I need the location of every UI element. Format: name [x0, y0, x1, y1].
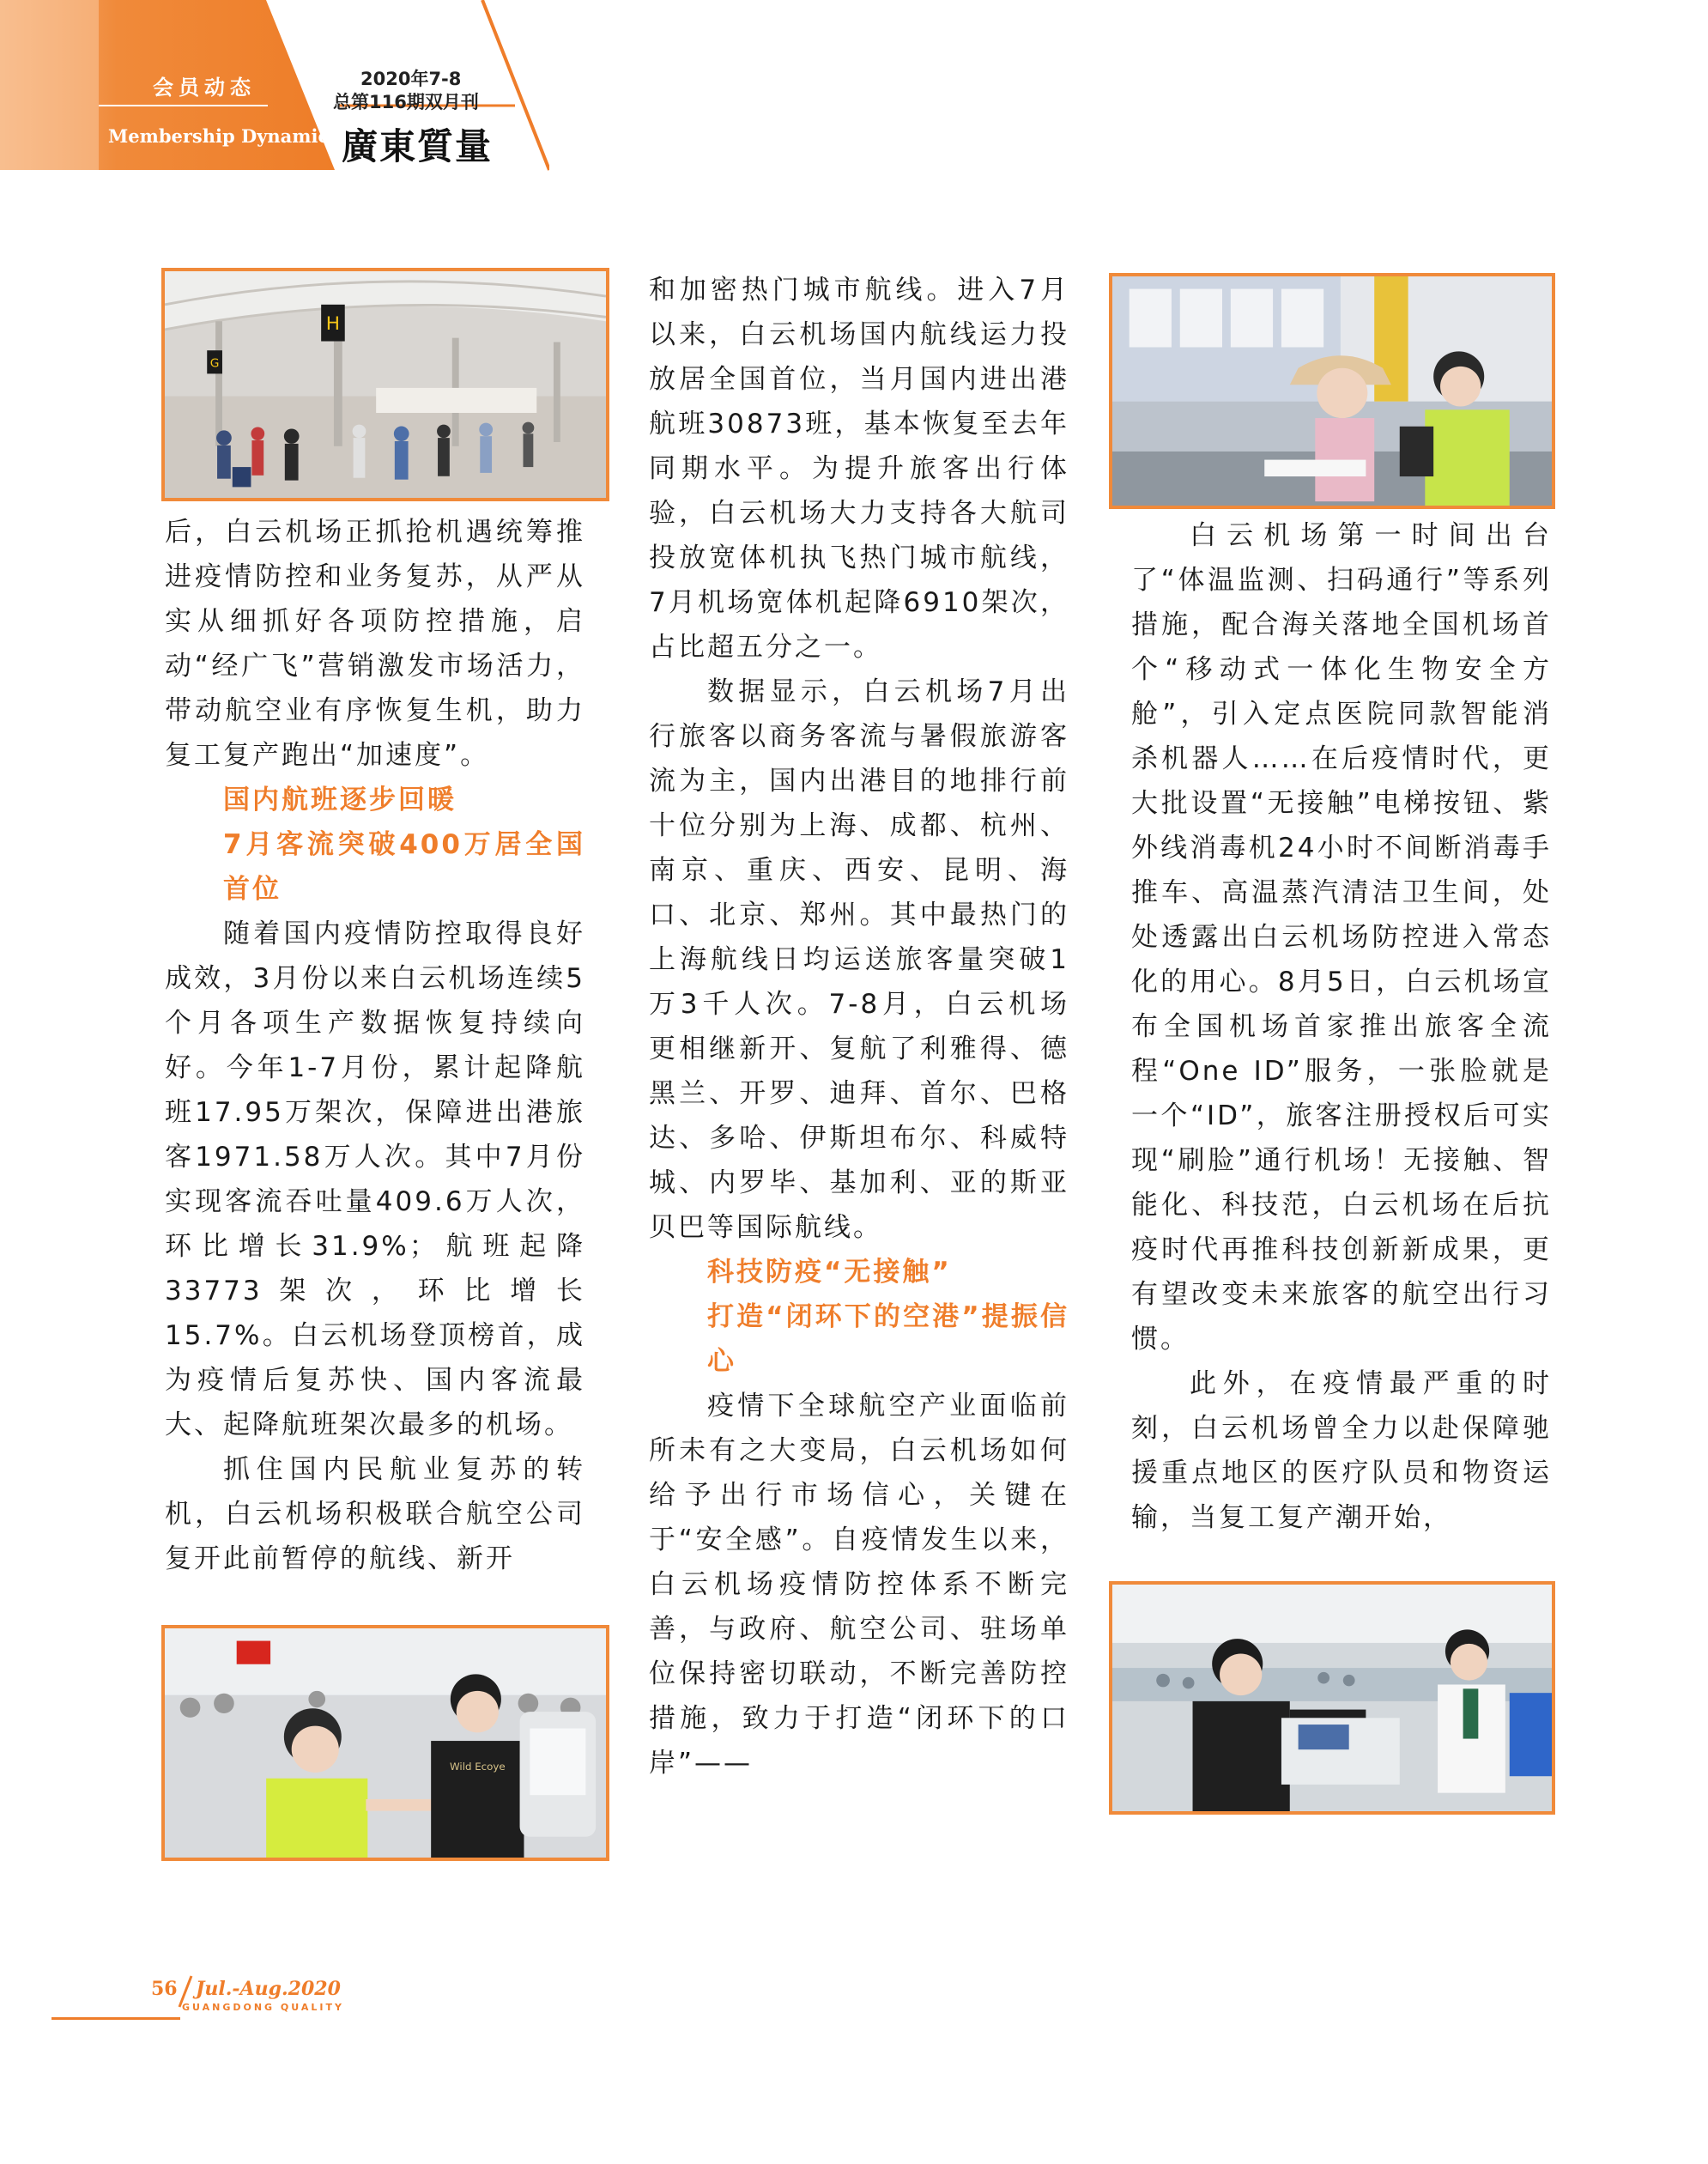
- column-left: [165, 510, 585, 1581]
- shirt-text: Wild Ecoye: [450, 1761, 506, 1773]
- photo-health-declaration: [1109, 273, 1555, 509]
- issue-number: 总第116期双月刊: [333, 92, 479, 112]
- paragraph: 随着国内疫情防控取得良好成效，3月份以来白云机场连续5个月各项生产数据恢复持续向好。今年1-7月份，累计起降航班17.95万架次，保障进出港旅客1971.58万人次。其中7月份实现客流吞吐量409.6万人次，环比增长31.9%；航班起降33773架次，环比增长15.7%。白云机场登顶榜首，成为疫情后复苏快、国内客流最大、起降航班架次最多的机场。: [165, 918, 585, 1440]
- column-right: [1131, 513, 1552, 1540]
- paragraph: 白云机场第一时间出台了“体温监测、扫码通行”等系列措施，配合海关落地全国机场首个“移动式一体化生物安全方舱”，引入定点医院同款智能消杀机器人……在后疫情时代，更大批设置“无接触”电梯按钮、紫外线消毒机24小时不间断消毒手推车、高温蒸汽清洁卫生间，处处透露出白云机场防控进入常态化的用心。8月5日，白云机场宣布全国机场首家推出旅客全流程“One ID”服务，一张脸就是一个“ID”，旅客注册授权后可实现“刷脸”通行机场！无接触、智能化、科技范，白云机场在后抗疫时代再推科技创新新成果，更有望改变未来旅客的航空出行习惯。: [1131, 520, 1552, 1355]
- section-title-cn: 会员动态: [153, 76, 256, 100]
- section-heading: 科技防疫“无接触”: [707, 1257, 952, 1288]
- paragraph: 抓住国内民航业复苏的转机，白云机场积极联合航空公司复开此前暂停的航线、新开: [165, 1454, 585, 1574]
- issue-date: 2020年7-8: [360, 69, 462, 89]
- footer-magazine-name: GUANGDONG QUALITY: [182, 2002, 344, 2013]
- page-number: 56: [151, 1978, 178, 2000]
- section-heading: 国内航班逐步回暖: [223, 785, 457, 815]
- column-middle: [649, 268, 1069, 1785]
- paragraph: 后，白云机场正抓抢机遇统筹推进疫情防控和业务复苏，从严从实从细抓好各项防控措施，启动“经广飞”营销激发市场活力，带动航空业有序恢复生机，助力复工复产跑出“加速度”。: [165, 517, 585, 771]
- photo-terminal-hall: [161, 268, 609, 501]
- section-title-en: Membership Dynamics: [108, 125, 340, 147]
- footer-date: Jul.-Aug.2020: [196, 1978, 341, 2000]
- paragraph: 疫情下全球航空产业面临前所未有之大变局，白云机场如何给予出行市场信心，关键在于“安全感”。自疫情发生以来，白云机场疫情防控体系不断完善，与政府、航空公司、驻场单位保持密切联动，不断完善防控措施，致力于打造“闭环下的口岸”——: [649, 1391, 1069, 1779]
- paragraph: 数据显示，白云机场7月出行旅客以商务客流与暑假旅游客流为主，国内出港目的地排行前十位分别为上海、成都、杭州、南京、重庆、西安、昆明、海口、北京、郑州。其中最热门的上海航线日均运送旅客量突破1万3千人次。7-8月，白云机场更相继新开、复航了利雅得、德黑兰、开罗、迪拜、首尔、巴格达、多哈、伊斯坦布尔、科威特城、内罗毕、基加利、亚的斯亚贝巴等国际航线。: [649, 676, 1069, 1243]
- section-heading: 打造“闭环下的空港”提振信心: [707, 1301, 1069, 1377]
- sign-g: G: [209, 356, 220, 371]
- footer-rule: [51, 2017, 180, 2020]
- photo-staff-assisting: [161, 1625, 609, 1861]
- section-heading: 7月客流突破400万居全国首位: [223, 829, 585, 905]
- paragraph: 此外，在疫情最严重的时刻，白云机场曾全力以赴保障驰援重点地区的医疗队员和物资运输，当复工复产潮开始，: [1131, 1368, 1552, 1533]
- magazine-logo: 廣東質量: [342, 125, 494, 167]
- paragraph: 和加密热门城市航线。进入7月以来，白云机场国内航线运力投放居全国首位，当月国内进出港航班30873班，基本恢复至去年同期水平。为提升旅客出行体验，白云机场大力支持各大航司投放宽体机执飞热门城市航线，7月机场宽体机起降6910架次，占比超五分之一。: [649, 275, 1069, 663]
- sign-h: H: [325, 313, 341, 335]
- photo-self-service: [1109, 1581, 1555, 1815]
